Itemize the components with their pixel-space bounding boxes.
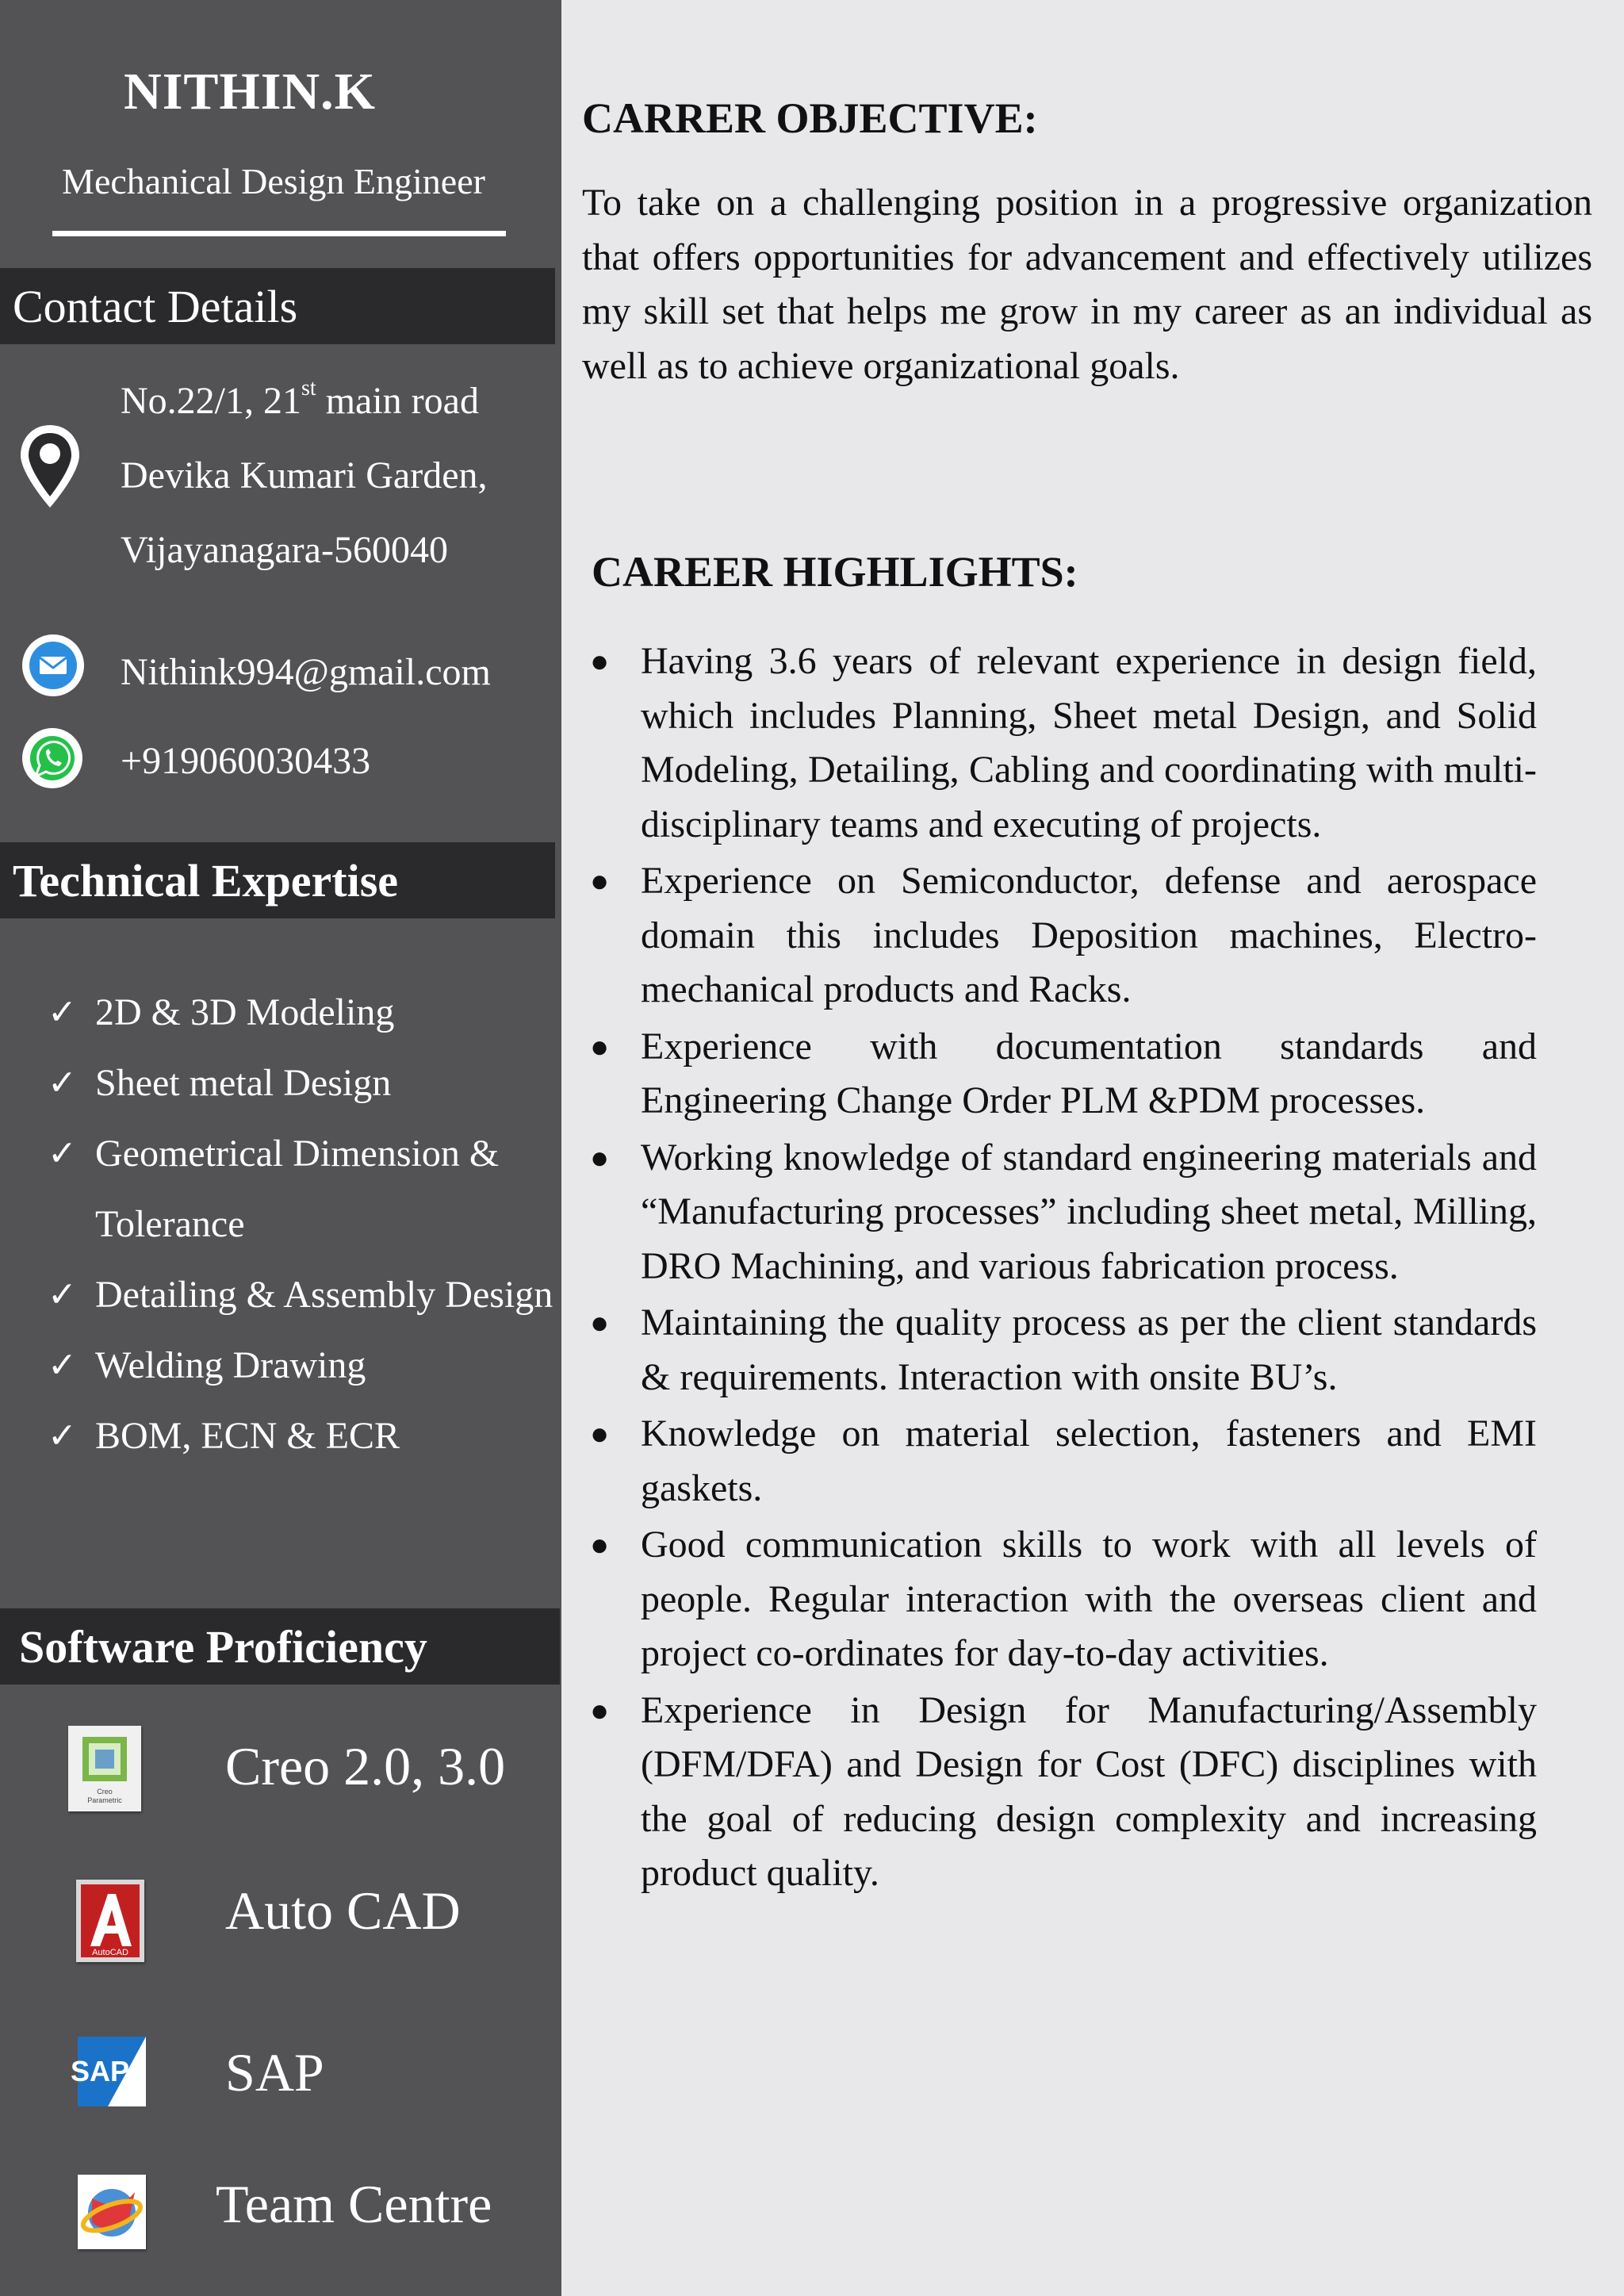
software-section-heading: Software Proficiency xyxy=(0,1608,560,1685)
whatsapp-icon xyxy=(22,728,82,788)
location-pin-icon xyxy=(16,422,84,511)
title-divider xyxy=(52,231,506,236)
sap-logo-icon xyxy=(70,2037,146,2106)
skill-item: ✓ Detailing & Assembly Design xyxy=(48,1259,587,1330)
highlight-item: ● Knowledge on material selection, fasteners and EMI gaskets. xyxy=(641,1407,1537,1516)
candidate-role: Mechanical Design Engineer xyxy=(62,161,485,201)
objective-text: To take on a challenging position in a progressive organization that offers opportunities for advancement and effectively utilizes my skill set that helps me grow in my career as an individual as well as to achieve organizational goals. xyxy=(582,182,1592,387)
bullet-icon: ● xyxy=(590,1139,610,1175)
bullet-icon: ● xyxy=(590,1527,610,1562)
software-label: Creo 2.0, 3.0 xyxy=(225,1736,506,1796)
objective-heading: CARRER OBJECTIVE: xyxy=(582,94,1038,142)
check-icon: ✓ xyxy=(48,993,77,1032)
sidebar xyxy=(0,0,561,2296)
software-item-sap xyxy=(0,2030,561,2133)
skill-item: ✓ Welding Drawing xyxy=(48,1330,587,1401)
address-line-2: Devika Kumari Garden, xyxy=(121,454,488,496)
check-icon: ✓ xyxy=(48,1064,77,1102)
bullet-icon: ● xyxy=(590,1028,610,1064)
software-label: SAP xyxy=(225,2042,324,2102)
highlights-heading: CAREER HIGHLIGHTS: xyxy=(592,548,1078,596)
highlights-list xyxy=(590,634,1537,1903)
check-icon: ✓ xyxy=(48,1346,77,1385)
highlight-item: ● Experience on Semiconductor, defense and aerospace domain this includes Deposition machines, Electro-mechanical products and Racks. xyxy=(641,854,1537,1018)
main-content xyxy=(561,0,1624,2296)
highlight-item: ● Experience in Design for Manufacturing/Assembly (DFM/DFA) and Design for Cost (DFC) disciplines with the goal of reducing design complexity and increasing product quality. xyxy=(641,1684,1537,1901)
technical-section-heading: Technical Expertise xyxy=(0,842,555,918)
bullet-icon: ● xyxy=(590,1305,610,1340)
check-icon: ✓ xyxy=(48,1275,77,1314)
highlight-item: ● Experience with documentation standards and Engineering Change Order PLM &PDM processes. xyxy=(641,1020,1537,1129)
autocad-logo-icon xyxy=(76,1880,144,1962)
teamcenter-logo-icon xyxy=(78,2175,146,2249)
candidate-name: NITHIN.K xyxy=(124,63,376,121)
bullet-icon: ● xyxy=(590,1416,610,1451)
software-label: Team Centre xyxy=(216,2174,492,2234)
svg-text:Creo: Creo xyxy=(97,1788,113,1796)
skill-item: ✓ Geometrical Dimension & Tolerance xyxy=(48,1118,587,1259)
bullet-icon: ● xyxy=(590,643,610,679)
svg-text:SAP: SAP xyxy=(70,2055,130,2087)
software-item-creo xyxy=(0,1719,561,1823)
bullet-icon: ● xyxy=(590,863,610,899)
skill-list xyxy=(48,977,587,1471)
svg-text:AutoCAD: AutoCAD xyxy=(92,1948,128,1957)
skill-item: ✓ 2D & 3D Modeling xyxy=(48,977,587,1048)
check-icon: ✓ xyxy=(48,1416,77,1455)
bullet-icon: ● xyxy=(590,1692,610,1728)
skill-item: ✓ BOM, ECN & ECR xyxy=(48,1401,587,1471)
skill-item: ✓ Sheet metal Design xyxy=(48,1048,587,1118)
creo-logo-icon xyxy=(68,1726,141,1811)
address-line-3: Vijayanagara-560040 xyxy=(121,529,448,571)
software-label: Auto CAD xyxy=(225,1880,461,1941)
highlight-item: ● Having 3.6 years of relevant experience in design field, which includes Planning, Sheet metal Design, and Solid Modeling, Detailing, Cabling and coordinating with multi-disciplinary teams and executing of projects. xyxy=(641,634,1537,852)
address-line-1: No.22/1, 21st main road xyxy=(121,376,479,422)
software-item-autocad xyxy=(0,1873,561,1976)
highlight-item: ● Working knowledge of standard engineering materials and “Manufacturing processes” including sheet metal, Milling, DRO Machining, and various fabrication process. xyxy=(641,1131,1537,1294)
highlight-item: ● Maintaining the quality process as per the client standards & requirements. Interaction with onsite BU’s. xyxy=(641,1296,1537,1405)
check-icon: ✓ xyxy=(48,1134,77,1173)
svg-text:Parametric: Parametric xyxy=(87,1796,122,1804)
software-item-teamcenter xyxy=(0,2171,561,2275)
phone-number[interactable]: +919060030433 xyxy=(121,740,371,782)
contact-section-heading: Contact Details xyxy=(0,268,555,344)
highlight-item: ● Good communication skills to work with all levels of people. Regular interaction with the overseas client and project co-ordinates for day-to-day activities. xyxy=(641,1518,1537,1681)
email-address[interactable]: Nithink994@gmail.com xyxy=(121,651,491,693)
email-icon xyxy=(22,634,84,696)
